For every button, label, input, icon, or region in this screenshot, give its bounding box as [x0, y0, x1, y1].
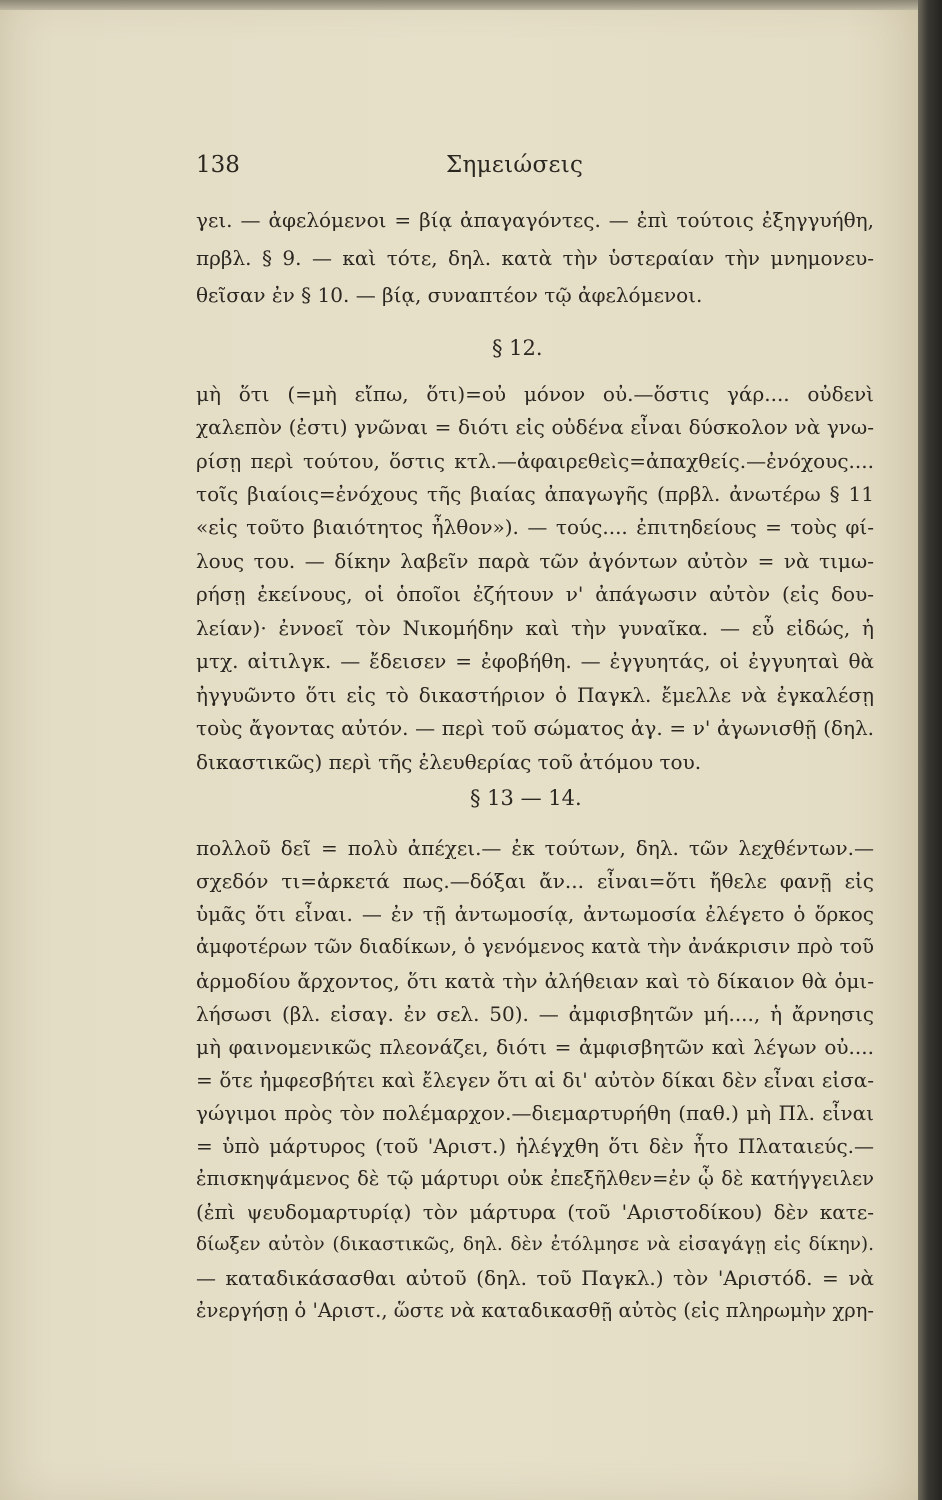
text-line: γει. — ἀφελόμενοι = βίᾳ ἀπαγαγόντες. — ἐπὶ τούτοις ἐξηγγυήθη, [196, 208, 874, 232]
text-line: χαλεπὸν (ἐστι) γνῶναι = διότι εἰς οὐδένα εἶναι δύσκολον νὰ γνω- [196, 415, 874, 439]
text-line: ρήσῃ ἐκείνους, οἱ ὁποῖοι ἐζήτουν ν' ἀπάγωσιν αὐτὸν (εἰς δου- [196, 582, 874, 606]
text-line: ρίσῃ περὶ τούτου, ὅστις κτλ.—ἀφαιρεθεὶς=ἀπαχθείς.—ἐνόχους.... [196, 449, 874, 473]
text-line: πρβλ. § 9. — καὶ τότε, δηλ. κατὰ τὴν ὑστεραίαν τὴν μνημονευ- [196, 246, 874, 270]
text-line: ἀμφοτέρων τῶν διαδίκων, ὁ γενόμενος κατὰ τὴν ἀνάκρισιν πρὸ τοῦ [196, 935, 874, 958]
page-header [196, 152, 872, 184]
text-line: γώγιμοι πρὸς τὸν πολέμαρχον.—διεμαρτυρήθη (παθ.) μὴ Πλ. εἶναι [196, 1101, 874, 1125]
text-line: τοῖς βιαίοις=ἐνόχους τῆς βιαίας ἀπαγωγῆς (πρβλ. ἀνωτέρω § 11 [196, 482, 874, 506]
text-line: ἁρμοδίου ἄρχοντος, ὅτι κατὰ τὴν ἀλήθειαν καὶ τὸ δίκαιον θὰ ὁμι- [196, 969, 874, 993]
section-heading-12: § 12. [492, 336, 543, 360]
running-title: Σημειώσεις [446, 152, 584, 178]
text-line: ἐπισκηψάμενος δὲ τῷ μάρτυρι οὐκ ἐπεξῆλθεν=ἐν ᾧ δὲ κατήγγειλεν [196, 1167, 874, 1190]
page-number: 138 [196, 152, 240, 178]
section-heading-13-14: § 13 — 14. [470, 786, 582, 810]
text-line: λείαν)· ἐννοεῖ τὸν Νικομήδην καὶ τὴν γυναῖκα. — εὖ εἰδώς, ἡ [196, 616, 874, 640]
text-line: θεῖσαν ἐν § 10. — βίᾳ, συναπτέον τῷ ἀφελόμενοι. [196, 283, 703, 307]
text-line: τοὺς ἄγοντας αὐτόν. — περὶ τοῦ σώματος ἀγ. = ν' ἀγωνισθῇ (δηλ. [196, 716, 874, 740]
text-line: ὑμᾶς ὅτι εἶναι. — ἐν τῇ ἀντωμοσίᾳ, ἀντωμοσία ἐλέγετο ὁ ὅρκος [196, 902, 874, 926]
text-line: (ἐπὶ ψευδομαρτυρίᾳ) τὸν μάρτυρα (τοῦ 'Αριστοδίκου) δὲν κατε- [196, 1200, 874, 1224]
text-line: λους του. — δίκην λαβεῖν παρὰ τῶν ἀγόντων αὐτὸν = νὰ τιμω- [196, 549, 874, 573]
book-page-edge [918, 0, 942, 1500]
text-line: ἐνεργήσῃ ὁ 'Αριστ., ὥστε νὰ καταδικασθῇ αὐτὸς (εἰς πληρωμὴν χρη- [196, 1299, 874, 1322]
top-page-border [0, 0, 918, 10]
text-line: — καταδικάσασθαι αὐτοῦ (δηλ. τοῦ Παγκλ.) τὸν 'Αριστόδ. = νὰ [196, 1266, 874, 1290]
text-line: ἠγγυῶντο ὅτι εἰς τὸ δικαστήριον ὁ Παγκλ. ἔμελλε νὰ ἐγκαλέσῃ [196, 683, 874, 707]
text-line: πολλοῦ δεῖ = πολὺ ἀπέχει.— ἐκ τούτων, δηλ. τῶν λεχθέντων.— [196, 836, 874, 860]
text-line: λήσωσι (βλ. εἰσαγ. ἐν σελ. 50). — ἀμφισβητῶν μή...., ἡ ἄρνησις [196, 1002, 874, 1026]
text-line: μὴ ὅτι (=μὴ εἴπω, ὅτι)=οὐ μόνον οὐ.—ὅστις γάρ.... οὐδενὶ [196, 382, 874, 406]
text-line: = ὑπὸ μάρτυρος (τοῦ 'Αριστ.) ἠλέγχθη ὅτι δὲν ἦτο Πλαταιεύς.— [196, 1134, 874, 1158]
text-line: δίωξεν αὐτὸν (δικαστικῶς, δηλ. δὲν ἐτόλμησε νὰ εἰσαγάγῃ εἰς δίκην). [196, 1234, 874, 1255]
text-line: μὴ φαινομενικῶς πλεονάζει, διότι = ἀμφισβητῶν καὶ λέγων οὐ.... [196, 1035, 874, 1059]
text-line: «εἰς τοῦτο βιαιότητος ἦλθον»). — τούς.... ἐπιτηδείους = τοὺς φί- [196, 515, 874, 539]
text-line: δικαστικῶς) περὶ τῆς ἐλευθερίας τοῦ ἀτόμου του. [196, 750, 702, 774]
text-line: = ὅτε ἠμφεσβήτει καὶ ἔλεγεν ὅτι αἱ δι' αὐτὸν δίκαι δὲν εἶναι εἰσα- [196, 1068, 874, 1092]
text-line: σχεδόν τι=ἀρκετά πως.—δόξαι ἄν... εἶναι=ὅτι ἤθελε φανῇ εἰς [196, 869, 874, 893]
text-line: μτχ. αἰτιλγκ. — ἔδεισεν = ἐφοβήθη. — ἐγγυητάς, οἱ ἐγγυηταὶ θὰ [196, 649, 874, 673]
